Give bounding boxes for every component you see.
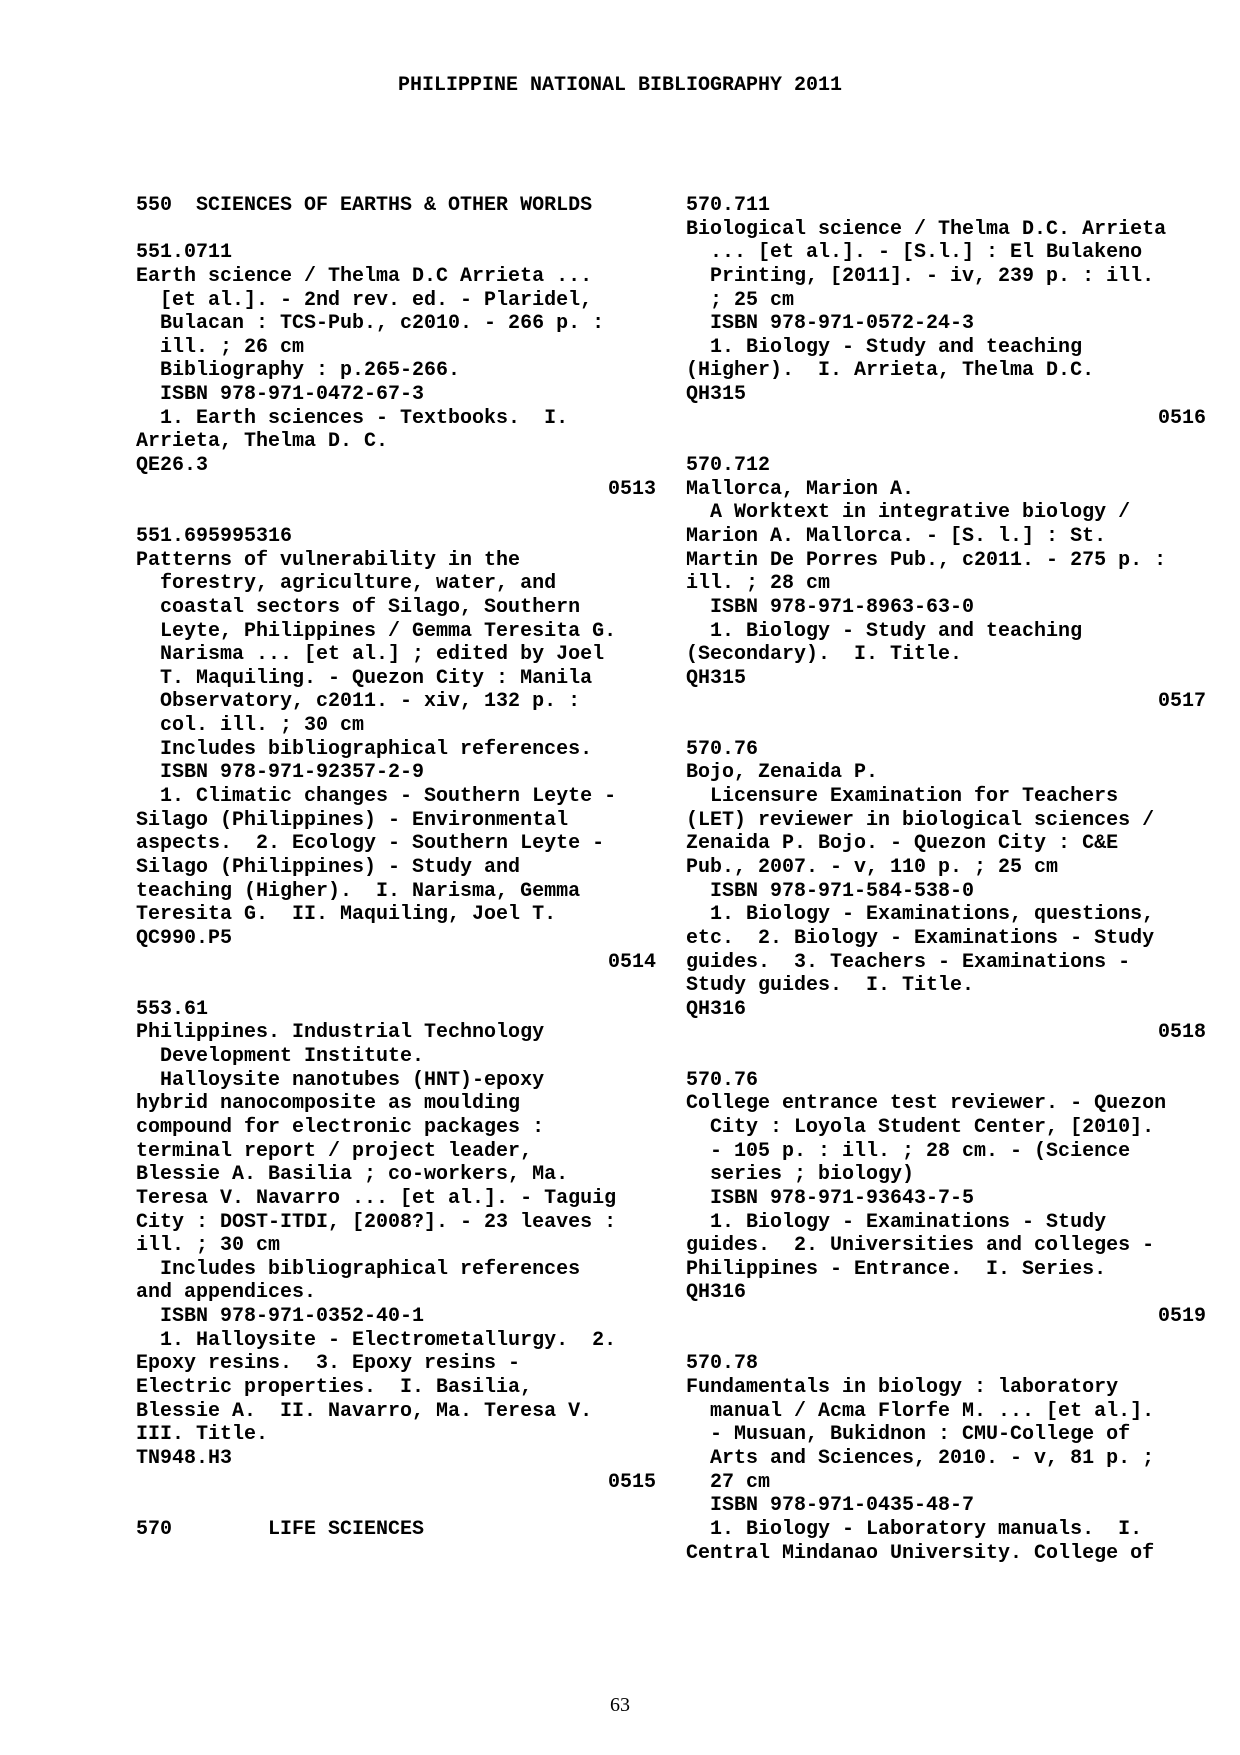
entry-number: 0516 — [1157, 406, 1206, 430]
text-line: guides. 3. Teachers - Examinations - — [686, 950, 1131, 974]
text-line: Earth science / Thelma D.C Arrieta ... — [136, 264, 593, 288]
blank-line — [136, 974, 656, 998]
text-line: Silago (Philippines) - Study and — [136, 855, 521, 879]
text-line: Study guides. I. Title. — [686, 974, 975, 998]
blank-line — [686, 1329, 1206, 1353]
text-line: Silago (Philippines) - Environmental — [136, 808, 569, 832]
text-line: manual / Acma Florfe M. ... [et al.]. — [686, 1399, 1155, 1423]
text-line: City : DOST-ITDI, [2008?]. - 23 leaves : — [136, 1210, 617, 1234]
text-line: Teresita G. II. Maquiling, Joel T. — [136, 903, 557, 927]
text-line: ... [et al.]. - [S.l.] : El Bulakeno — [686, 241, 1143, 265]
entry-number: 0519 — [1157, 1305, 1206, 1329]
text-line: 1. Earth sciences - Textbooks. I. — [136, 406, 569, 430]
text-line: 1. Climatic changes - Southern Leyte - — [136, 785, 617, 809]
text-line: TN948.H3 — [136, 1446, 233, 1470]
text-line: Includes bibliographical references. — [136, 737, 593, 761]
text-line: guides. 2. Universities and colleges - — [686, 1234, 1155, 1258]
text-line: aspects. 2. Ecology - Southern Leyte - — [136, 832, 605, 856]
blank-line — [686, 1045, 1206, 1069]
text-line: Blessie A. Basilia ; co-workers, Ma. — [136, 1163, 569, 1187]
text-line: Marion A. Mallorca. - [S. l.] : St. — [686, 524, 1107, 548]
text-line: College entrance test reviewer. - Quezon — [686, 1092, 1167, 1116]
text-line: Central Mindanao University. College of — [686, 1541, 1155, 1565]
text-line: 570.78 — [686, 1352, 759, 1376]
text-line: ; 25 cm — [686, 288, 795, 312]
text-line: Fundamentals in biology : laboratory — [686, 1376, 1119, 1400]
text-line: 1. Biology - Laboratory manuals. I. — [686, 1517, 1143, 1541]
text-line: 1. Biology - Study and teaching — [686, 619, 1083, 643]
text-line: QE26.3 — [136, 454, 209, 478]
text-line: Bojo, Zenaida P. — [686, 761, 879, 785]
text-line: 551.0711 — [136, 241, 233, 265]
text-line: Epoxy resins. 3. Epoxy resins - — [136, 1352, 521, 1376]
text-line: coastal sectors of Silago, Southern — [136, 595, 581, 619]
text-line: QC990.P5 — [136, 926, 233, 950]
text-line: QH316 — [686, 997, 747, 1021]
text-line: 1. Biology - Study and teaching — [686, 335, 1083, 359]
text-line: 570.711 — [686, 194, 771, 217]
text-line: 1. Halloysite - Electrometallurgy. 2. — [136, 1328, 617, 1352]
page-header: PHILIPPINE NATIONAL BIBLIOGRAPHY 2011 — [397, 74, 843, 97]
text-line: T. Maquiling. - Quezon City : Manila — [136, 666, 593, 690]
blank-line — [136, 501, 656, 525]
text-line: Philippines. Industrial Technology — [136, 1021, 545, 1045]
text-line: ISBN 978-971-8963-63-0 — [686, 595, 975, 619]
text-line: 1. Biology - Examinations - Study — [686, 1210, 1107, 1234]
text-line: and appendices. — [136, 1281, 317, 1305]
text-line: Zenaida P. Bojo. - Quezon City : C&E — [686, 832, 1119, 856]
text-line: ill. ; 28 cm — [686, 572, 831, 596]
text-line: Arts and Sciences, 2010. - v, 81 p. ; — [686, 1446, 1155, 1470]
text-line: (LET) reviewer in biological sciences / — [686, 808, 1155, 832]
text-line: 27 cm — [686, 1470, 771, 1494]
blank-line — [686, 714, 1206, 738]
text-line: forestry, agriculture, water, and — [136, 572, 557, 596]
text-line: Halloysite nanotubes (HNT)-epoxy — [136, 1068, 545, 1092]
text-line: Bibliography : p.265-266. — [136, 359, 461, 383]
text-line: 1. Biology - Examinations, questions, — [686, 903, 1155, 927]
text-line: ISBN 978-971-0572-24-3 — [686, 312, 975, 336]
text-line: City : Loyola Student Center, [2010]. — [686, 1115, 1155, 1139]
text-line: QH315 — [686, 383, 747, 407]
text-line: series ; biology) — [686, 1163, 915, 1187]
text-line: (Secondary). I. Title. — [686, 643, 963, 667]
text-line: ISBN 978-971-0435-48-7 — [686, 1494, 975, 1518]
text-line: Includes bibliographical references — [136, 1257, 581, 1281]
text-line: Arrieta, Thelma D. C. — [136, 430, 389, 454]
text-line: Narisma ... [et al.] ; edited by Joel — [136, 643, 605, 667]
blank-line — [136, 218, 656, 242]
blank-line — [686, 430, 1206, 454]
text-line: Observatory, c2011. - xiv, 132 p. : — [136, 690, 581, 714]
text-line: 551.695995316 — [136, 524, 293, 548]
text-line: etc. 2. Biology - Examinations - Study — [686, 926, 1155, 950]
text-line: ISBN 978-971-584-538-0 — [686, 879, 975, 903]
text-line: Printing, [2011]. - iv, 239 p. : ill. — [686, 264, 1155, 288]
blank-line — [136, 1494, 656, 1518]
left-column — [136, 194, 656, 1542]
text-line: [et al.]. - 2nd rev. ed. - Plaridel, — [136, 288, 593, 312]
text-line: III. Title. — [136, 1423, 269, 1447]
text-line: ISBN 978-971-92357-2-9 — [136, 761, 425, 785]
text-line: ISBN 978-971-0352-40-1 — [136, 1305, 425, 1329]
right-column — [686, 194, 1206, 1565]
text-line: ill. ; 30 cm — [136, 1234, 281, 1258]
text-line: Philippines - Entrance. I. Series. — [686, 1257, 1107, 1281]
entry-number: 0518 — [1157, 1021, 1206, 1045]
text-line: ISBN 978-971-93643-7-5 — [686, 1186, 975, 1210]
text-line: Licensure Examination for Teachers — [686, 785, 1119, 809]
text-line: 553.61 — [136, 997, 209, 1021]
entry-number: 0515 — [607, 1470, 656, 1494]
text-line: Teresa V. Navarro ... [et al.]. - Taguig — [136, 1186, 617, 1210]
text-line: (Higher). I. Arrieta, Thelma D.C. — [686, 359, 1095, 383]
text-line: hybrid nanocomposite as moulding — [136, 1092, 521, 1116]
text-line: compound for electronic packages : — [136, 1115, 545, 1139]
text-line: ISBN 978-971-0472-67-3 — [136, 383, 425, 407]
text-line: Biological science / Thelma D.C. Arrieta — [686, 217, 1167, 241]
text-line: 550 SCIENCES OF EARTHS & OTHER WORLDS — [136, 194, 593, 217]
text-line: col. ill. ; 30 cm — [136, 714, 365, 738]
text-line: - 105 p. : ill. ; 28 cm. - (Science — [686, 1139, 1131, 1163]
text-line: ill. ; 26 cm — [136, 335, 305, 359]
entry-number: 0514 — [607, 950, 656, 974]
text-line: terminal report / project leader, — [136, 1139, 533, 1163]
page-number: 63 — [610, 1694, 630, 1716]
text-line: Blessie A. II. Navarro, Ma. Teresa V. — [136, 1399, 593, 1423]
text-line: Pub., 2007. - v, 110 p. ; 25 cm — [686, 855, 1059, 879]
text-line: 570 LIFE SCIENCES — [136, 1517, 425, 1541]
text-line: Patterns of vulnerability in the — [136, 548, 521, 572]
text-line: Development Institute. — [136, 1045, 425, 1069]
text-line: Leyte, Philippines / Gemma Teresita G. — [136, 619, 617, 643]
text-line: Electric properties. I. Basilia, — [136, 1376, 533, 1400]
text-line: Bulacan : TCS-Pub., c2010. - 266 p. : — [136, 312, 605, 336]
entry-number: 0517 — [1157, 690, 1206, 714]
text-line: Mallorca, Marion A. — [686, 477, 915, 501]
text-line: 570.76 — [686, 737, 759, 761]
text-line: Martin De Porres Pub., c2011. - 275 p. : — [686, 548, 1167, 572]
text-line: 570.712 — [686, 454, 771, 478]
text-line: A Worktext in integrative biology / — [686, 501, 1131, 525]
text-line: 570.76 — [686, 1068, 759, 1092]
entry-number: 0513 — [607, 477, 656, 501]
text-line: QH316 — [686, 1281, 747, 1305]
text-line: QH315 — [686, 666, 747, 690]
text-line: - Musuan, Bukidnon : CMU-College of — [686, 1423, 1131, 1447]
text-line: teaching (Higher). I. Narisma, Gemma — [136, 879, 581, 903]
